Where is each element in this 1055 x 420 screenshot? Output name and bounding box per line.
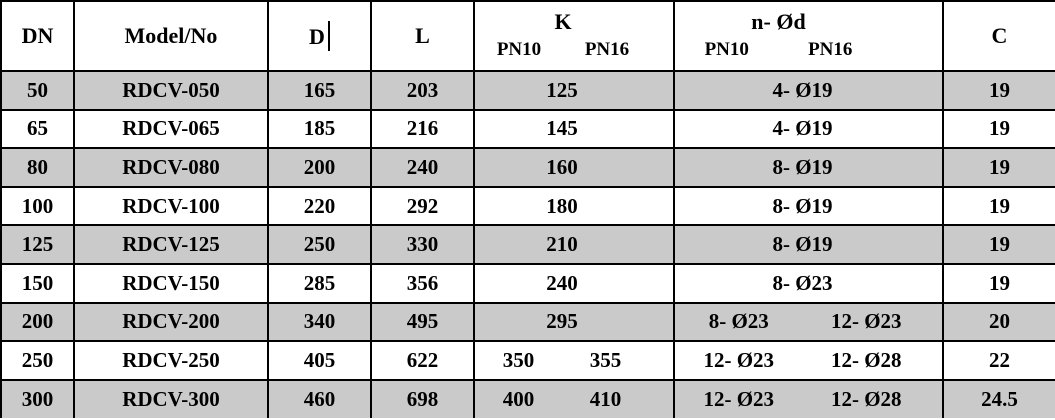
cell-nod-pn10: 8- Ø23 xyxy=(708,309,769,334)
cell-nod[interactable] xyxy=(674,341,943,380)
cell-c[interactable]: 22 xyxy=(943,341,1055,380)
cell-l[interactable]: 698 xyxy=(371,380,474,419)
cell-nod-pn10: 12- Ø23 xyxy=(703,387,775,412)
table-row xyxy=(1,187,1055,226)
table-row xyxy=(1,225,1055,264)
col-header-nod xyxy=(674,1,943,71)
cell-c[interactable]: 19 xyxy=(943,71,1055,110)
col-subheader-k-pn16: PN16 xyxy=(584,38,630,60)
cell-dn[interactable]: 300 xyxy=(1,380,74,419)
cell-d[interactable]: 460 xyxy=(268,380,371,419)
col-header-model: Model/No xyxy=(74,1,268,71)
cell-l[interactable]: 240 xyxy=(371,148,474,187)
cell-model[interactable]: RDCV-100 xyxy=(74,187,268,226)
cell-nod[interactable] xyxy=(674,380,943,419)
cell-d[interactable]: 285 xyxy=(268,264,371,303)
col-subheader-nod-pn16: PN16 xyxy=(808,38,853,60)
col-header-d xyxy=(268,1,371,71)
cell-model[interactable]: RDCV-250 xyxy=(74,341,268,380)
cell-d[interactable]: 340 xyxy=(268,303,371,342)
cell-k[interactable] xyxy=(474,380,674,419)
cell-l[interactable]: 216 xyxy=(371,110,474,149)
table-body xyxy=(1,71,1055,418)
table-row xyxy=(1,303,1055,342)
col-header-d-label: D xyxy=(309,24,325,49)
col-header-c: C xyxy=(943,1,1055,71)
cell-c[interactable]: 19 xyxy=(943,225,1055,264)
cell-nod-pn16: 12- Ø28 xyxy=(830,387,902,412)
cell-k[interactable]: 295 xyxy=(474,303,674,342)
cell-d[interactable]: 165 xyxy=(268,71,371,110)
cell-l[interactable]: 292 xyxy=(371,187,474,226)
col-subheader-nod-pn10: PN10 xyxy=(704,38,749,60)
cell-c[interactable]: 19 xyxy=(943,264,1055,303)
cell-c[interactable]: 19 xyxy=(943,148,1055,187)
cell-d[interactable]: 200 xyxy=(268,148,371,187)
table-row xyxy=(1,148,1055,187)
cell-dn[interactable]: 125 xyxy=(1,225,74,264)
col-subheader-k-pn10: PN10 xyxy=(496,38,542,60)
table-row xyxy=(1,264,1055,303)
cell-d[interactable]: 250 xyxy=(268,225,371,264)
cell-dn[interactable]: 50 xyxy=(1,71,74,110)
col-header-k xyxy=(474,1,674,71)
cell-model[interactable]: RDCV-200 xyxy=(74,303,268,342)
col-header-k-label: K xyxy=(554,9,572,35)
cell-l[interactable]: 356 xyxy=(371,264,474,303)
cell-dn[interactable]: 100 xyxy=(1,187,74,226)
col-header-dn: DN xyxy=(1,1,74,71)
cell-k-pn10: 350 xyxy=(502,347,535,372)
cell-nod-pair xyxy=(675,387,930,412)
cell-k-pn16: 410 xyxy=(589,387,622,412)
cell-d[interactable]: 220 xyxy=(268,187,371,226)
cell-k[interactable]: 210 xyxy=(474,225,674,264)
cell-k-pair xyxy=(475,387,649,412)
cell-d[interactable]: 185 xyxy=(268,110,371,149)
cell-model[interactable]: RDCV-050 xyxy=(74,71,268,110)
nod-subheader-row xyxy=(675,36,882,64)
cell-model[interactable]: RDCV-125 xyxy=(74,225,268,264)
header-row xyxy=(1,1,1055,71)
table-row xyxy=(1,341,1055,380)
cell-l[interactable]: 622 xyxy=(371,341,474,380)
cell-nod-pn16: 12- Ø23 xyxy=(830,309,902,334)
cell-c[interactable]: 19 xyxy=(943,187,1055,226)
cell-k[interactable]: 180 xyxy=(474,187,674,226)
cell-dn[interactable]: 200 xyxy=(1,303,74,342)
cell-d[interactable]: 405 xyxy=(268,341,371,380)
cell-nod[interactable]: 4- Ø19 xyxy=(674,110,943,149)
cell-k[interactable]: 240 xyxy=(474,264,674,303)
table-row xyxy=(1,71,1055,110)
cell-model[interactable]: RDCV-065 xyxy=(74,110,268,149)
cell-l[interactable]: 330 xyxy=(371,225,474,264)
table-row xyxy=(1,380,1055,419)
table-row xyxy=(1,110,1055,149)
cell-k[interactable]: 125 xyxy=(474,71,674,110)
k-subheader-row xyxy=(475,36,651,64)
cell-dn[interactable]: 150 xyxy=(1,264,74,303)
cell-dn[interactable]: 65 xyxy=(1,110,74,149)
cell-nod-pn16: 12- Ø28 xyxy=(830,347,902,372)
cell-c[interactable]: 24.5 xyxy=(943,380,1055,419)
cell-k[interactable] xyxy=(474,341,674,380)
cell-c[interactable]: 19 xyxy=(943,110,1055,149)
cell-model[interactable]: RDCV-080 xyxy=(74,148,268,187)
cell-nod-pn10: 12- Ø23 xyxy=(703,347,775,372)
cell-k[interactable]: 160 xyxy=(474,148,674,187)
cell-dn[interactable]: 80 xyxy=(1,148,74,187)
cell-l[interactable]: 203 xyxy=(371,71,474,110)
cell-nod-pair xyxy=(675,348,930,373)
cell-model[interactable]: RDCV-150 xyxy=(74,264,268,303)
cell-c[interactable]: 20 xyxy=(943,303,1055,342)
cell-k-pn10: 400 xyxy=(502,387,535,412)
cell-dn[interactable]: 250 xyxy=(1,341,74,380)
cell-nod[interactable]: 8- Ø19 xyxy=(674,225,943,264)
cell-nod[interactable]: 8- Ø23 xyxy=(674,264,943,303)
text-cursor xyxy=(328,21,330,51)
cell-k-pn16: 355 xyxy=(589,347,622,372)
cell-nod[interactable]: 8- Ø19 xyxy=(674,148,943,187)
cell-l[interactable]: 495 xyxy=(371,303,474,342)
cell-k[interactable]: 145 xyxy=(474,110,674,149)
cell-nod[interactable]: 4- Ø19 xyxy=(674,71,943,110)
cell-nod[interactable] xyxy=(674,303,943,342)
cell-nod-pair xyxy=(675,309,930,334)
col-header-l: L xyxy=(371,1,474,71)
col-header-nod-label: n- Ød xyxy=(751,9,806,35)
cell-model[interactable]: RDCV-300 xyxy=(74,380,268,419)
cell-nod[interactable]: 8- Ø19 xyxy=(674,187,943,226)
cell-k-pair xyxy=(475,348,649,373)
